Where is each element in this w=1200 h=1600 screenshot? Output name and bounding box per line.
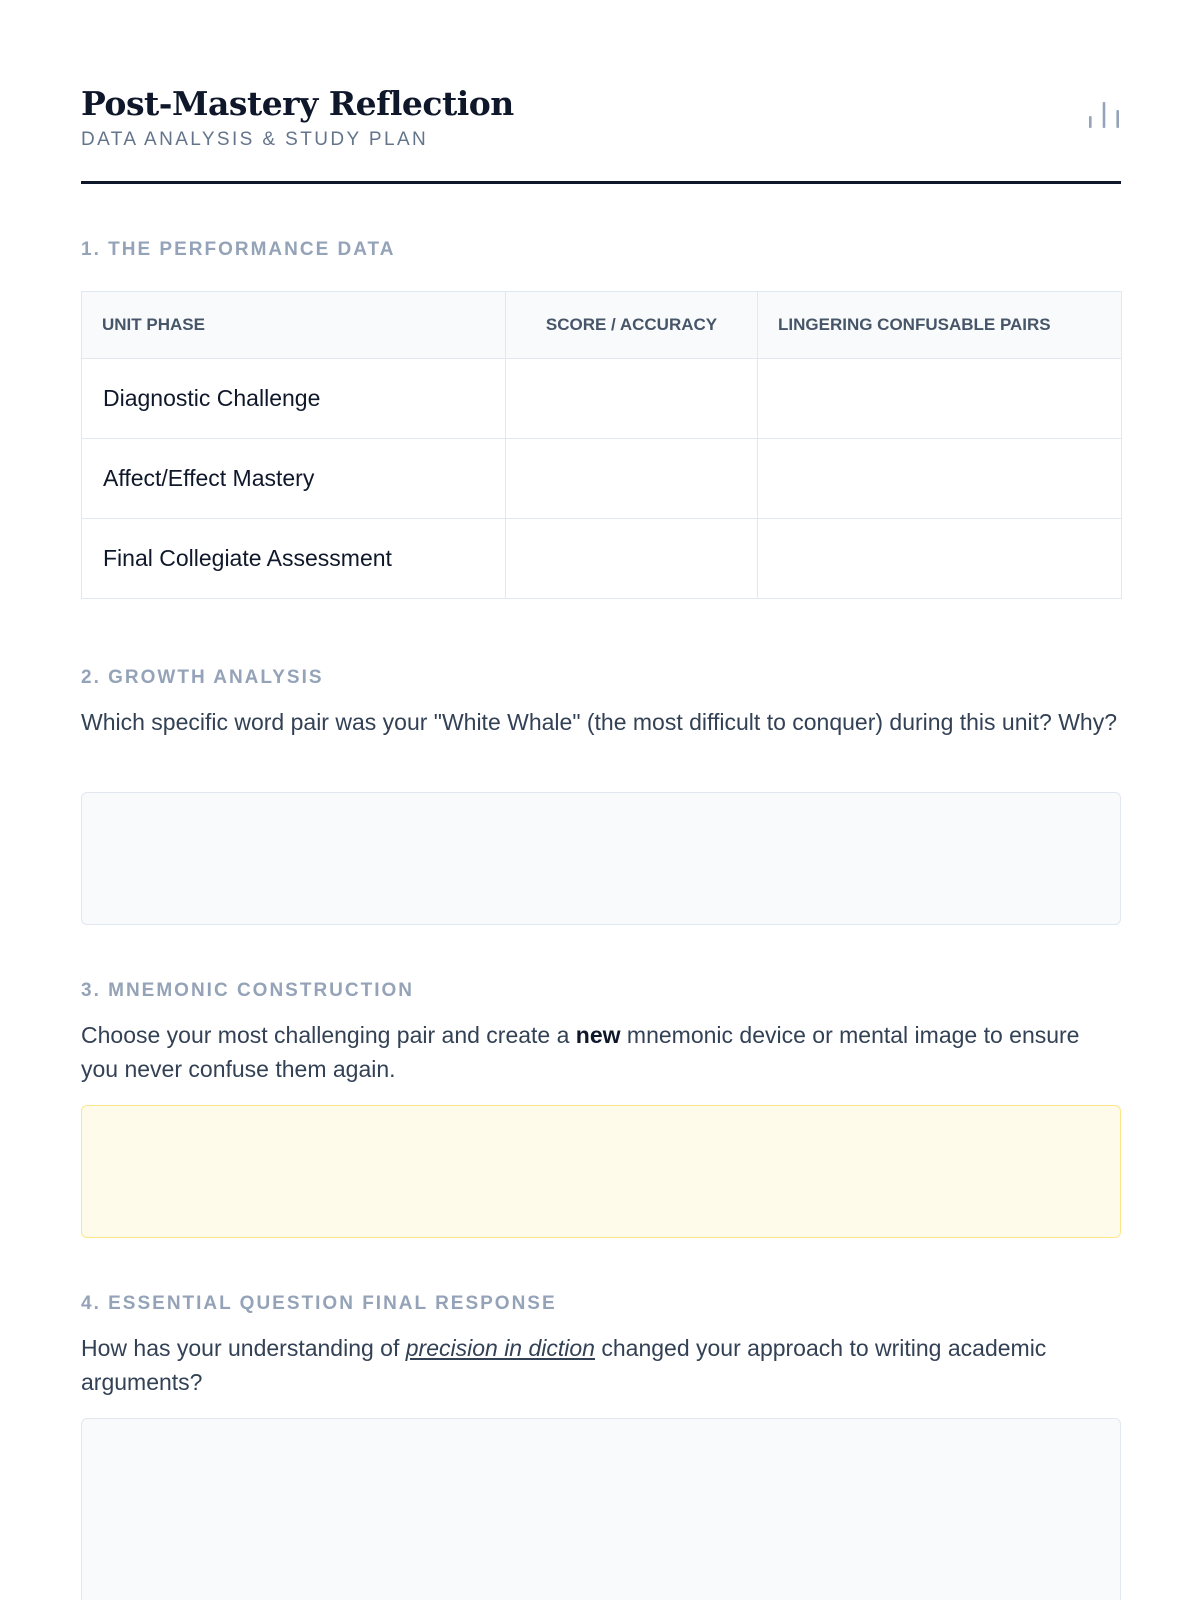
column-header-unit-phase: UNIT PHASE [82, 292, 506, 359]
page-header [81, 84, 1121, 184]
bar-chart-icon-bar [1116, 110, 1119, 128]
mnemonic-prompt-emphasis: new [575, 1022, 621, 1048]
row-label-phase: Diagnostic Challenge [82, 359, 506, 439]
growth-analysis-prompt: Which specific word pair was your "White Whale" (the most difficult to conquer) during this unit? Why? [81, 709, 1117, 735]
essential-question-prompt-text-end: changed your approach to writing academic arguments? [81, 1335, 1047, 1395]
page-subtitle: DATA ANALYSIS & STUDY PLAN [81, 129, 429, 150]
section-3-heading: 3. MNEMONIC CONSTRUCTION [81, 980, 414, 1001]
section-1-heading: 1. THE PERFORMANCE DATA [81, 239, 396, 260]
essential-question-emphasis: precision in diction [405, 1335, 595, 1361]
confusable-pairs-cell[interactable] [758, 359, 1122, 439]
performance-data-table [81, 291, 1122, 599]
table-row [82, 439, 1122, 519]
table-row [82, 359, 1122, 439]
section-4-heading: 4. ESSENTIAL QUESTION FINAL RESPONSE [81, 1293, 557, 1314]
mnemonic-prompt [81, 1018, 1121, 1086]
row-label-phase: Final Collegiate Assessment [82, 519, 506, 599]
essential-question-prompt-text: How has your understanding of [81, 1335, 406, 1361]
score-cell[interactable] [506, 439, 758, 519]
growth-analysis-answer-box[interactable] [81, 792, 1121, 925]
row-label-phase: Affect/Effect Mastery [82, 439, 506, 519]
section-2-heading: 2. GROWTH ANALYSIS [81, 667, 324, 688]
essential-question-prompt [81, 1331, 1121, 1399]
score-cell[interactable] [506, 359, 758, 439]
column-header-score: SCORE / ACCURACY [506, 292, 758, 359]
essential-question-answer-box[interactable] [81, 1418, 1121, 1600]
score-cell[interactable] [506, 519, 758, 599]
page-title: Post-Mastery Reflection [81, 84, 514, 123]
bar-chart-icon-bar [1103, 102, 1106, 128]
confusable-pairs-cell[interactable] [758, 519, 1122, 599]
bar-chart-icon-bar [1089, 116, 1092, 128]
mnemonic-answer-box[interactable] [81, 1105, 1121, 1238]
column-header-confusable-pairs: LINGERING CONFUSABLE PAIRS [758, 292, 1122, 359]
table-row [82, 519, 1122, 599]
mnemonic-prompt-text: Choose your most challenging pair and create a [81, 1022, 576, 1048]
table-header-row [82, 292, 1122, 359]
mnemonic-prompt-text-end: mnemonic device or mental image to ensure you never confuse them again. [81, 1022, 1080, 1082]
confusable-pairs-cell[interactable] [758, 439, 1122, 519]
bar-chart-icon [1087, 98, 1121, 128]
